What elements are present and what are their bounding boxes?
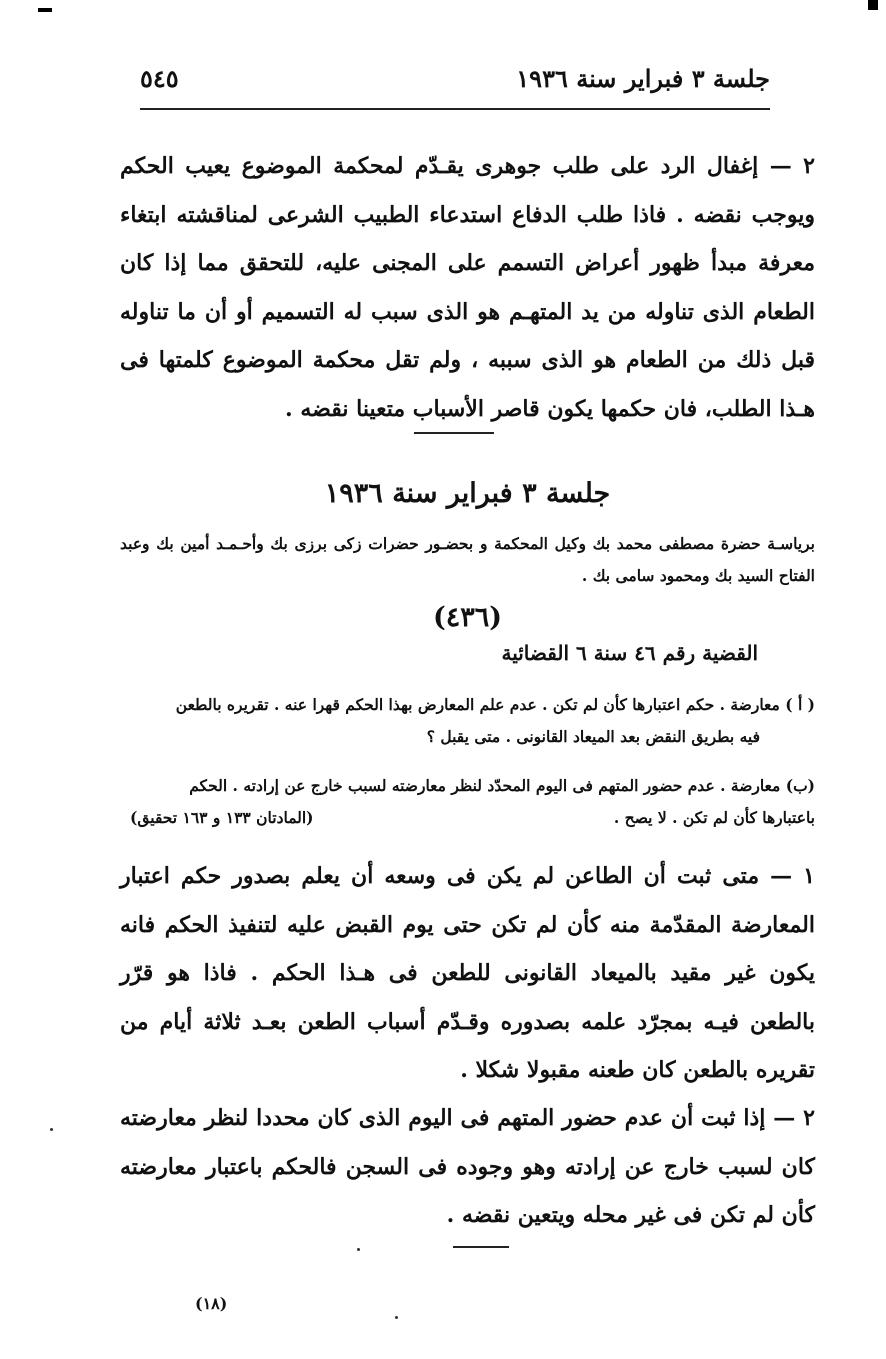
headnote-b-reference: (المادتان ١٣٣ و ١٦٣ تحقيق)	[130, 808, 314, 827]
principle-paragraph-2: ٢ — إذا ثبت أن عدم حضور المتهم فى اليوم الذى كان محددا لنظر معارضته كان لسبب خارج عن إرادته وهو وجوده فى السجن فالحكم باعتبار معارضته كأن لم تكن فى غير محله ويتعين نقضه .	[120, 1105, 815, 1228]
headnote-a-line2: فيه بطريق النقض بعد الميعاد القانونى . متى يقبل ؟	[426, 727, 760, 746]
headnote-b-line2-row	[120, 802, 815, 834]
speck	[357, 1248, 360, 1251]
signature-mark: (١٨)	[195, 1294, 228, 1313]
case-number: (٤٣٦)	[432, 602, 503, 633]
page-number: ٥٤٥	[140, 63, 179, 93]
headnote-a-line1: ( أ ) معارضة . حكم اعتبارها كأن لم تكن . عدم علم المعارض بهذا الحكم قهرا عنه . تقريره بالطعن	[175, 695, 815, 714]
session-title: جلسة ٣ فبراير سنة ١٩٣٦	[324, 478, 611, 509]
speck	[395, 1316, 398, 1319]
scan-mark-left	[38, 8, 52, 12]
session-presidency: برياسـة حضرة مصطفى محمد بك وكيل المحكمة و بحضـور حضرات زكى برزى بك وأحـمـد أمين بك وعبد الفتاح السيد بك ومحمود سامى بك .	[120, 534, 815, 585]
header-rule	[140, 108, 770, 110]
case-title: القضية رقم ٤٦ سنة ٦ القضائية	[501, 641, 758, 665]
scan-mark-right	[868, 0, 878, 10]
speck	[50, 1128, 53, 1131]
running-header	[140, 58, 770, 98]
header-title: جلسة ٣ فبراير سنة ١٩٣٦	[516, 63, 770, 93]
headnote-b-line2: باعتبارها كأن لم تكن . لا يصح .	[613, 808, 815, 827]
headnote-b	[120, 770, 815, 834]
headnote-b-line1: (ب) معارضة . عدم حضور المتهم فى اليوم المحدّد لنظر معارضته لسبب خارج عن إرادته . الحكم	[189, 776, 815, 795]
principle-paragraph-1: ١ — متى ثبت أن الطاعن لم يكن فى وسعه أن يعلم بصدور حكم اعتبار المعارضة المقدّمة منه كأن لم تكن حتى يوم القبض عليه لتنفيذ الحكم فانه يكون غير مقيد بالميعاد القانونى للطعن فى هـذا الحكم . فاذا هو قرّر بالطعن فيـه بمجرّد علمه بصدوره وقـدّم أسباب الطعن بعـد ثلاثة أيام من تقريره بالطعن كان طعنه مقبولا شكلا .	[120, 863, 815, 1083]
prev-paragraph-2: ٢ — إغفال الرد على طلب جوهرى يقـدّم لمحكمة الموضوع يعيب الحكم ويوجب نقضه . فاذا طلب الدفاع استدعاء الطبيب الشرعى لمناقشته ابتغاء معرفة مبدأ ظهور أعراض التسمم على المجنى عليه، للتحقق مما إذا كان الطعام الذى تناوله من يد المتهـم هو الذى سبب له التسميم أو أن ما تناوله قبل ذلك من الطعام هو الذى سببه ، ولم تقل محكمة الموضوع كلمتها فى هـذا الطلب، فان حكمها يكون قاصر الأسباب متعينا نقضه .	[120, 153, 815, 422]
section-divider	[414, 432, 494, 434]
end-divider	[453, 1246, 509, 1248]
headnote-a	[120, 689, 815, 753]
